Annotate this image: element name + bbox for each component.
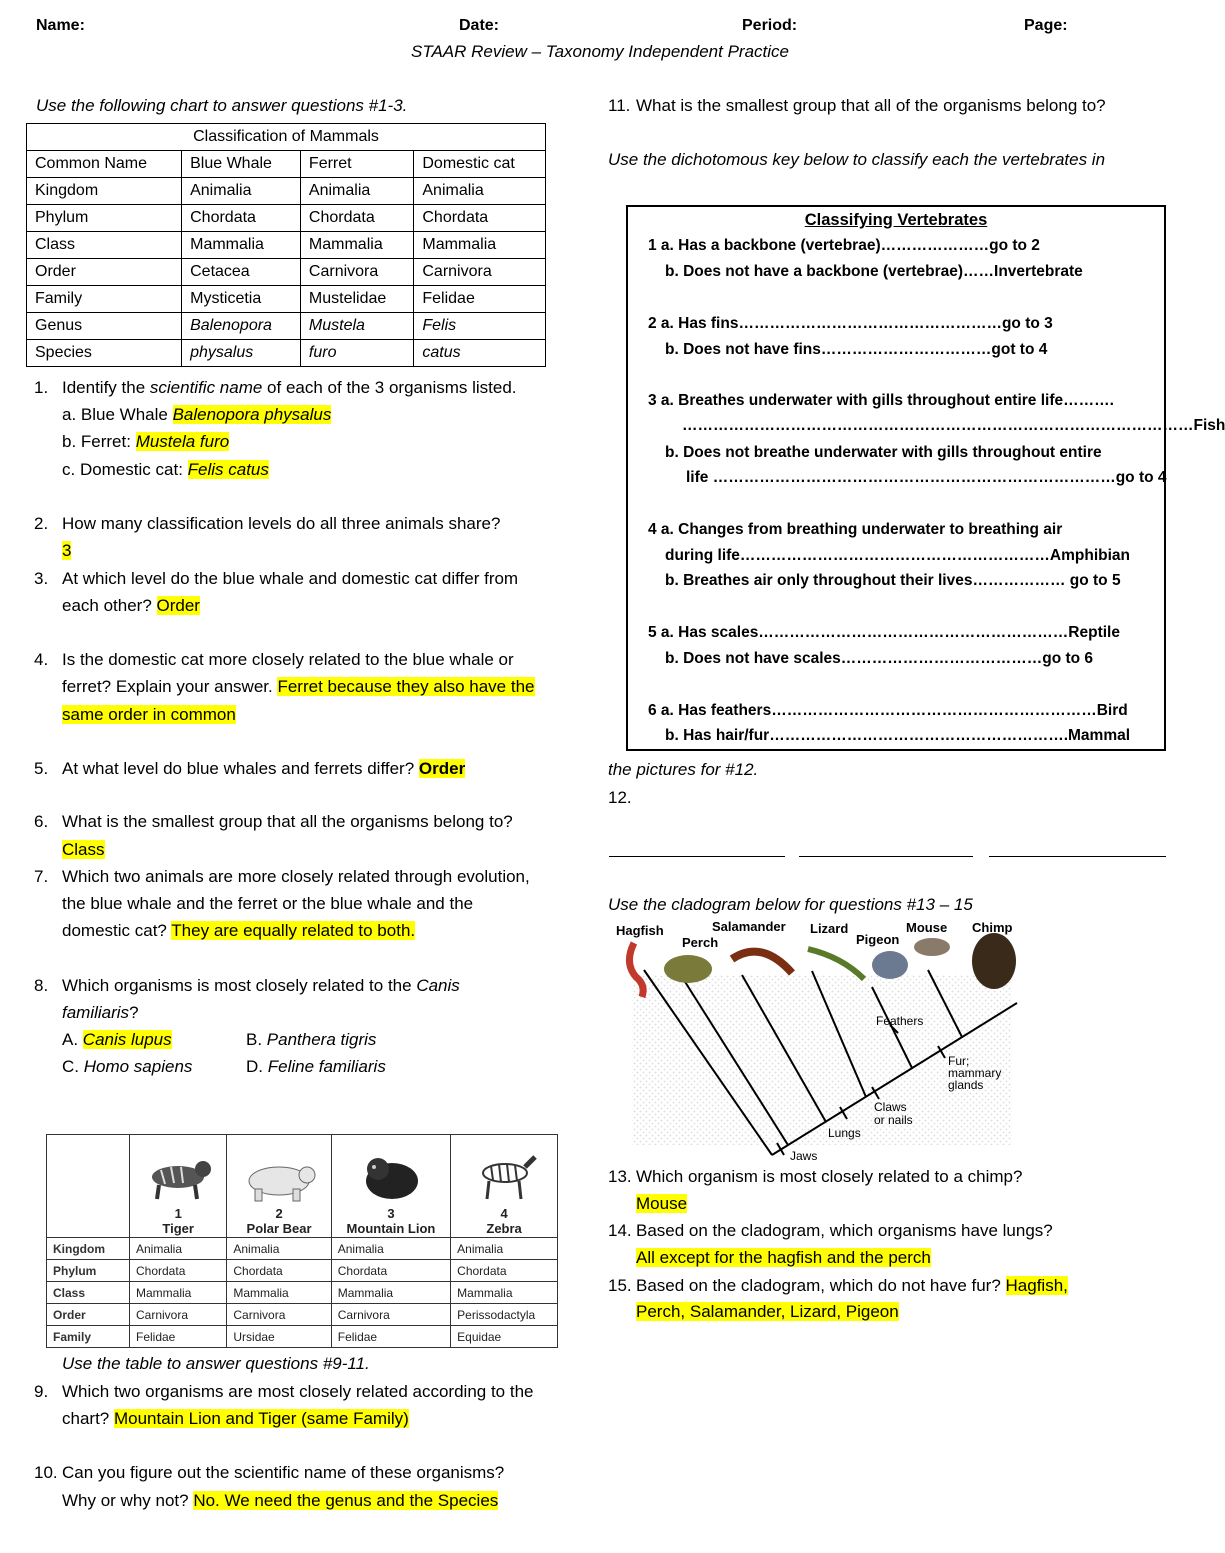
label-fur: Fur; bbox=[948, 1054, 970, 1068]
table-cell: Family bbox=[47, 1326, 130, 1348]
table-cell: Felidae bbox=[414, 286, 546, 313]
key-line-2a: 2 a. Has fins……………………………………………go to 3 bbox=[648, 315, 1053, 332]
table-row bbox=[47, 1304, 558, 1326]
mountain-lion-image bbox=[356, 1153, 426, 1203]
table-cell: Animalia bbox=[451, 1238, 558, 1260]
q6-number: 6. bbox=[34, 812, 49, 831]
table-cell: Class bbox=[47, 1282, 130, 1304]
table-cell: Ursidae bbox=[227, 1326, 331, 1348]
table-row bbox=[27, 232, 546, 259]
q2-answer: 3 bbox=[62, 541, 72, 560]
key-line-3b: b. Does not breathe underwater with gills throughout entire bbox=[665, 444, 1102, 461]
q14-text: Based on the cladogram, which organisms have lungs? bbox=[636, 1221, 1053, 1240]
key-line-3b-cont: life ……………………………………………………………………go to 4 bbox=[686, 469, 1167, 486]
q5-number: 5. bbox=[34, 759, 49, 778]
animal-number: 1 bbox=[174, 1206, 182, 1221]
key-line-1b: b. Does not have a backbone (vertebrae)……Invertebrate bbox=[665, 263, 1083, 280]
q9-text: Which two organisms are most closely related according to the bbox=[62, 1382, 534, 1401]
chimp-image bbox=[972, 933, 1016, 989]
table-cell: Chordata bbox=[300, 205, 413, 232]
table-cell: Kingdom bbox=[47, 1238, 130, 1260]
table-row bbox=[27, 178, 546, 205]
answer-blank-1[interactable] bbox=[609, 856, 785, 857]
q9-answer: chart? Mountain Lion and Tiger (same Family) bbox=[62, 1409, 409, 1428]
intro-chart-1-3: Use the following chart to answer questions #1-3. bbox=[36, 96, 408, 115]
key-line-3a-cont: ………………………………………………………………………………………Fish bbox=[682, 417, 1225, 434]
table-row bbox=[27, 340, 546, 367]
key-line-6a: 6 a. Has feathers………………………………………………………Bird bbox=[648, 702, 1128, 719]
label-lizard: Lizard bbox=[810, 921, 849, 936]
key-line-3a: 3 a. Breathes underwater with gills throughout entire life………. bbox=[648, 392, 1114, 409]
q4-answer-cont: same order in common bbox=[62, 705, 236, 724]
table-row bbox=[47, 1326, 558, 1348]
q8-number: 8. bbox=[34, 976, 49, 995]
table-cell: Mammalia bbox=[300, 232, 413, 259]
q4-answer: ferret? Explain your answer. Ferret because they also have the bbox=[62, 677, 535, 696]
animal-header-mountain-lion bbox=[331, 1135, 450, 1238]
key-line-4a: 4 a. Changes from breathing underwater to breathing air bbox=[648, 521, 1063, 538]
table-row bbox=[47, 1238, 558, 1260]
q8-option-c: C. Homo sapiens bbox=[62, 1057, 193, 1076]
table-cell: Perissodactyla bbox=[451, 1304, 558, 1326]
q3-number: 3. bbox=[34, 569, 49, 588]
table-row bbox=[27, 313, 546, 340]
q9-number: 9. bbox=[34, 1382, 49, 1401]
label-feathers: Feathers bbox=[876, 1014, 924, 1028]
q1-answer-a: a. Blue Whale Balenopora physalus bbox=[62, 405, 332, 424]
lizard-image bbox=[808, 949, 864, 979]
table-cell: Mammalia bbox=[451, 1282, 558, 1304]
table-cell: Mammalia bbox=[227, 1282, 331, 1304]
salamander-image bbox=[732, 952, 792, 973]
animal-header-polar-bear bbox=[227, 1135, 331, 1238]
table-cell: furo bbox=[300, 340, 413, 367]
table-cell: Animalia bbox=[331, 1238, 450, 1260]
table-cell: Animalia bbox=[414, 178, 546, 205]
q1-answer-b: b. Ferret: Mustela furo bbox=[62, 432, 230, 451]
table-cell: Family bbox=[27, 286, 182, 313]
table-cell: Chordata bbox=[451, 1260, 558, 1282]
key-title: Classifying Vertebrates bbox=[804, 211, 988, 229]
table-cell: Phylum bbox=[27, 205, 182, 232]
zebra-image bbox=[469, 1153, 539, 1203]
pigeon-image bbox=[872, 951, 908, 979]
q8-text: Which organisms is most closely related to the Canis bbox=[62, 976, 460, 995]
key-line-5b: b. Does not have scales…………………………………go to 6 bbox=[665, 650, 1094, 667]
table-cell: Mammalia bbox=[414, 232, 546, 259]
q1-number: 1. bbox=[34, 378, 49, 397]
table-cell: Equidae bbox=[451, 1326, 558, 1348]
mouse-image bbox=[914, 938, 950, 956]
q6-text: What is the smallest group that all the organisms belong to? bbox=[62, 812, 513, 831]
animal-name: Tiger bbox=[162, 1221, 194, 1236]
perch-image bbox=[664, 955, 712, 983]
q13-number: 13. bbox=[608, 1167, 632, 1186]
table-cell: Animalia bbox=[227, 1238, 331, 1260]
answer-blank-2[interactable] bbox=[799, 856, 973, 857]
table-cell: Chordata bbox=[182, 205, 301, 232]
table-cell: Carnivora bbox=[414, 259, 546, 286]
table-header-cell: Common Name bbox=[27, 151, 182, 178]
q3-answer: each other? Order bbox=[62, 596, 200, 615]
table-row bbox=[27, 259, 546, 286]
table-cell: Chordata bbox=[227, 1260, 331, 1282]
table-cell: Order bbox=[27, 259, 182, 286]
label-glands: glands bbox=[948, 1078, 984, 1092]
q7-text: Which two animals are more closely related through evolution, bbox=[62, 867, 530, 886]
table-cell: Mustela bbox=[300, 313, 413, 340]
q10-answer: Why or why not? No. We need the genus and the Species bbox=[62, 1491, 499, 1510]
animal-number: 3 bbox=[387, 1206, 395, 1221]
animal-name: Polar Bear bbox=[246, 1221, 312, 1236]
label-jaws: Jaws bbox=[790, 1149, 818, 1163]
q5-text: At what level do blue whales and ferrets differ? Order bbox=[62, 759, 466, 778]
animal-name: Mountain Lion bbox=[346, 1221, 436, 1236]
label-claws: Claws bbox=[874, 1100, 907, 1114]
label-perch: Perch bbox=[682, 935, 719, 950]
animal-name: Zebra bbox=[486, 1221, 522, 1236]
table-cell: Felidae bbox=[331, 1326, 450, 1348]
cladogram bbox=[612, 915, 1032, 1165]
label-hagfish: Hagfish bbox=[616, 923, 664, 938]
q12-number: 12. bbox=[608, 788, 632, 807]
key-line-2b: b. Does not have fins……………………………got to 4 bbox=[665, 341, 1048, 358]
table-row bbox=[27, 205, 546, 232]
table-header-row bbox=[27, 151, 546, 178]
q11-number: 11. bbox=[608, 96, 631, 115]
table-cell: Carnivora bbox=[130, 1304, 227, 1326]
q15-answer-cont: Perch, Salamander, Lizard, Pigeon bbox=[636, 1302, 899, 1321]
q13-answer: Mouse bbox=[636, 1194, 688, 1213]
table-cell: Chordata bbox=[414, 205, 546, 232]
label-or-nails: or nails bbox=[874, 1113, 913, 1127]
table-header-cell: Ferret bbox=[300, 151, 413, 178]
date-label: Date: bbox=[459, 17, 500, 34]
label-salamander: Salamander bbox=[712, 919, 786, 934]
table-header-cell: Blue Whale bbox=[182, 151, 301, 178]
q2-number: 2. bbox=[34, 514, 49, 533]
table-cell: Kingdom bbox=[27, 178, 182, 205]
table-cell: Felis bbox=[414, 313, 546, 340]
q4-number: 4. bbox=[34, 650, 49, 669]
table-cell: Species bbox=[27, 340, 182, 367]
q14-answer: All except for the hagfish and the perch bbox=[636, 1248, 931, 1267]
q14-number: 14. bbox=[608, 1221, 632, 1240]
q8-option-b: B. Panthera tigris bbox=[246, 1030, 377, 1049]
q4-text: Is the domestic cat more closely related to the blue whale or bbox=[62, 650, 514, 669]
dichotomous-key-box bbox=[626, 205, 1225, 751]
key-line-6b: b. Has hair/fur………………………………………………….Mammal bbox=[665, 727, 1131, 744]
table-cell: Chordata bbox=[130, 1260, 227, 1282]
animal-classification-table bbox=[46, 1134, 558, 1348]
table-cell: Carnivora bbox=[331, 1304, 450, 1326]
label-lungs: Lungs bbox=[828, 1126, 861, 1140]
key-line-1a: 1 a. Has a backbone (vertebrae)…………………go to 2 bbox=[648, 237, 1040, 254]
table-cell: Order bbox=[47, 1304, 130, 1326]
table-cell: Chordata bbox=[331, 1260, 450, 1282]
q3-text: At which level do the blue whale and domestic cat differ from bbox=[62, 569, 519, 588]
key-line-4a-cont: during life……………………………………………………Amphibian bbox=[665, 547, 1130, 564]
table-cell: Genus bbox=[27, 313, 182, 340]
table-cell: catus bbox=[414, 340, 546, 367]
answer-blank-3[interactable] bbox=[989, 856, 1166, 857]
intro-cladogram: Use the cladogram below for questions #13 – 15 bbox=[608, 895, 973, 914]
label-mouse: Mouse bbox=[906, 920, 948, 935]
table-cell: Phylum bbox=[47, 1260, 130, 1282]
q15-number: 15. bbox=[608, 1276, 632, 1295]
page-subtitle: STAAR Review – Taxonomy Independent Practice bbox=[411, 42, 789, 61]
q1-text: Identify the scientific name of each of the 3 organisms listed. bbox=[62, 378, 517, 397]
animal-number: 4 bbox=[500, 1206, 508, 1221]
intro-table-9-11: Use the table to answer questions #9-11. bbox=[62, 1354, 370, 1373]
table-cell: Animalia bbox=[300, 178, 413, 205]
tiger-image bbox=[143, 1155, 213, 1203]
key-line-5a: 5 a. Has scales……………………………………………………Reptile bbox=[648, 624, 1120, 641]
table-cell: Cetacea bbox=[182, 259, 301, 286]
key-line-4b: b. Breathes air only throughout their lives……………… go to 5 bbox=[665, 572, 1121, 589]
table-cell: Carnivora bbox=[227, 1304, 331, 1326]
label-pigeon: Pigeon bbox=[856, 932, 900, 947]
table-cell: Felidae bbox=[130, 1326, 227, 1348]
table-cell: Class bbox=[27, 232, 182, 259]
table-cell: Animalia bbox=[182, 178, 301, 205]
q6-answer: Class bbox=[62, 840, 105, 859]
mammal-classification-table bbox=[26, 123, 546, 367]
page-label: Page: bbox=[1024, 17, 1068, 34]
key-instructions-cont: the pictures for #12. bbox=[608, 760, 759, 779]
animal-header-zebra bbox=[451, 1135, 558, 1238]
table-cell: Mammalia bbox=[331, 1282, 450, 1304]
label-chimp: Chimp bbox=[972, 920, 1013, 935]
animal-number: 2 bbox=[275, 1206, 283, 1221]
table-row bbox=[47, 1260, 558, 1282]
table-cell: Mammalia bbox=[130, 1282, 227, 1304]
q11-text: What is the smallest group that all of the organisms belong to? bbox=[636, 96, 1106, 115]
polar-bear-image bbox=[241, 1155, 317, 1203]
table-cell: physalus bbox=[182, 340, 301, 367]
q2-text: How many classification levels do all three animals share? bbox=[62, 514, 501, 533]
table-header-cell: Domestic cat bbox=[414, 151, 546, 178]
q7-answer: domestic cat? They are equally related to both. bbox=[62, 921, 416, 940]
table-cell: Animalia bbox=[130, 1238, 227, 1260]
q10-number: 10. bbox=[34, 1463, 58, 1482]
q7-text-cont: the blue whale and the ferret or the blue whale and the bbox=[62, 894, 474, 913]
q8-text-cont: familiaris? bbox=[62, 1003, 139, 1022]
q13-text: Which organism is most closely related to a chimp? bbox=[636, 1167, 1023, 1186]
q1-answer-c: c. Domestic cat: Felis catus bbox=[62, 460, 269, 479]
table-cell: Balenopora bbox=[182, 313, 301, 340]
table-row bbox=[27, 286, 546, 313]
q7-number: 7. bbox=[34, 867, 49, 886]
period-label: Period: bbox=[742, 17, 798, 34]
table-row bbox=[47, 1282, 558, 1304]
table-cell: Mysticetia bbox=[182, 286, 301, 313]
q15-text: Based on the cladogram, which do not have fur? Hagfish, bbox=[636, 1276, 1068, 1295]
animal-header-tiger bbox=[130, 1135, 227, 1238]
name-label: Name: bbox=[36, 17, 85, 34]
table-caption: Classification of Mammals bbox=[27, 124, 546, 151]
intro-dichotomous-key: Use the dichotomous key below to classify each the vertebrates in bbox=[608, 150, 1106, 169]
label-mammary: mammary bbox=[948, 1066, 1002, 1080]
q8-option-d: D. Feline familiaris bbox=[246, 1057, 386, 1076]
table-cell: Mustelidae bbox=[300, 286, 413, 313]
table-cell: Carnivora bbox=[300, 259, 413, 286]
table-cell: Mammalia bbox=[182, 232, 301, 259]
q10-text: Can you figure out the scientific name of these organisms? bbox=[62, 1463, 505, 1482]
q8-option-a: A. Canis lupus bbox=[62, 1030, 172, 1049]
